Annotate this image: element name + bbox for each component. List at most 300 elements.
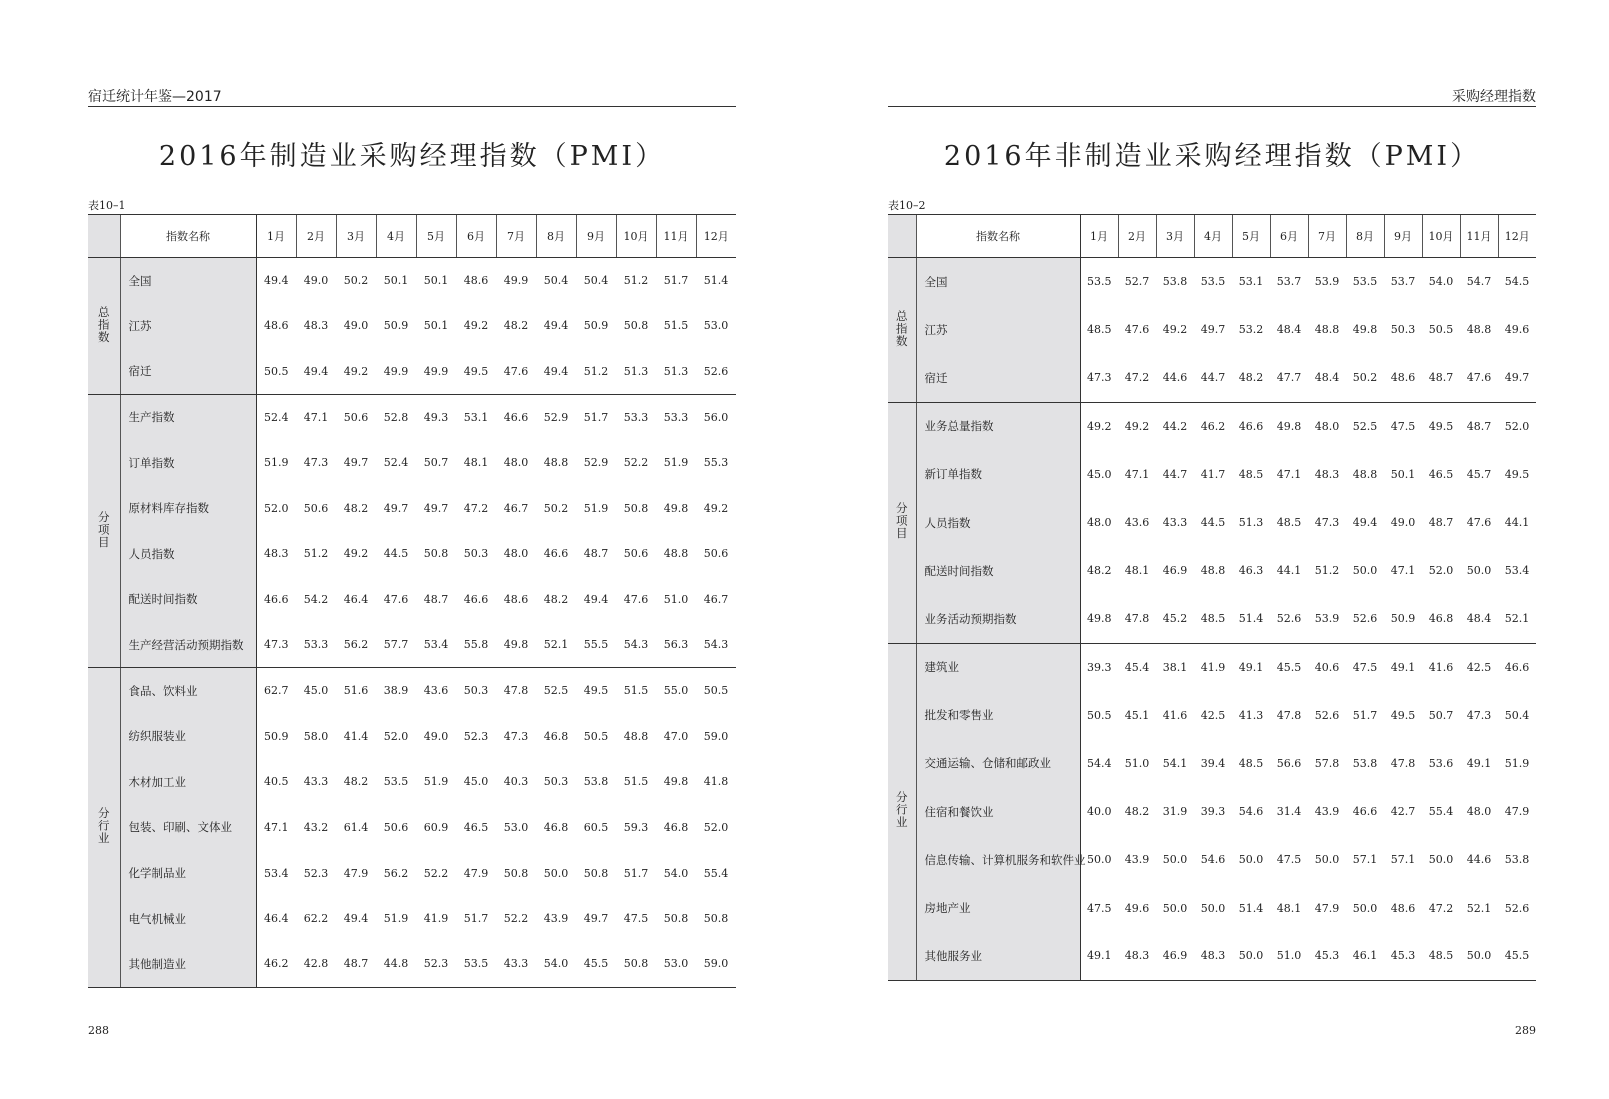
value-cell: 51.2: [623, 274, 649, 288]
value-cell: 45.0: [463, 775, 489, 789]
value-cell: 48.8: [663, 547, 689, 561]
value-cell: 52.0: [383, 729, 409, 743]
value-cell: 48.2: [543, 592, 569, 606]
value-cell: 53.1: [463, 410, 489, 424]
value-cell: 53.6: [1428, 756, 1454, 770]
value-cell: 47.6: [1460, 354, 1498, 402]
value-cell: 49.4: [1352, 516, 1378, 530]
value-cell: 62.2: [303, 912, 329, 926]
value-cell: 54.0: [663, 866, 689, 880]
value-cell: 50.3: [543, 775, 569, 789]
value-cell: 47.6: [1124, 323, 1150, 337]
value-cell: 48.2: [343, 501, 369, 515]
row-name-cell: 食品、饮料业: [120, 668, 256, 714]
value-cell: 49.4: [296, 349, 336, 395]
value-cell: 52.7: [1124, 275, 1150, 289]
value-cell: 51.4: [1232, 595, 1270, 643]
value-cell: 52.8: [383, 410, 409, 424]
value-cell: 52.3: [416, 941, 456, 987]
value-cell: 48.6: [503, 592, 529, 606]
value-cell: 51.3: [1238, 516, 1264, 530]
value-cell: 52.2: [623, 456, 649, 470]
header-month-cell: 5月: [1232, 215, 1270, 258]
value-cell: 57.8: [1314, 756, 1340, 770]
value-cell: 48.5: [1238, 467, 1264, 481]
value-cell: 49.2: [1087, 419, 1112, 433]
value-cell: 47.1: [264, 820, 289, 834]
value-cell: 50.0: [1087, 853, 1112, 867]
value-cell: 47.7: [1270, 354, 1308, 402]
value-cell: 46.9: [1162, 564, 1188, 578]
value-cell: 46.6: [463, 592, 489, 606]
value-cell: 52.6: [696, 349, 736, 395]
header-month-cell: 8月: [536, 215, 576, 258]
table-number: 表10–2: [888, 199, 926, 212]
value-cell: 53.5: [383, 775, 409, 789]
header-month-cell: 3月: [1156, 215, 1194, 258]
value-cell: 48.3: [264, 547, 289, 561]
value-cell: 45.5: [1498, 932, 1536, 980]
value-cell: 49.7: [383, 501, 409, 515]
row-group-label: [888, 643, 916, 980]
value-cell: 51.2: [303, 547, 329, 561]
value-cell: 60.5: [583, 820, 609, 834]
value-cell: 50.0: [1232, 932, 1270, 980]
table-row: [888, 932, 1536, 980]
value-cell: 46.6: [1238, 419, 1264, 433]
value-cell: 59.3: [623, 820, 649, 834]
value-cell: 50.3: [463, 547, 489, 561]
value-cell: 52.4: [264, 410, 289, 424]
value-cell: 50.8: [616, 941, 656, 987]
value-cell: 47.6: [623, 592, 649, 606]
value-cell: 49.7: [423, 501, 449, 515]
value-cell: 54.0: [536, 941, 576, 987]
value-cell: 46.8: [663, 820, 689, 834]
value-cell: 44.2: [1162, 419, 1188, 433]
value-cell: 46.1: [1346, 932, 1384, 980]
value-cell: 55.4: [1428, 805, 1454, 819]
value-cell: 52.6: [1270, 595, 1308, 643]
value-cell: 47.8: [1118, 595, 1156, 643]
value-cell: 46.7: [503, 501, 529, 515]
value-cell: 47.0: [663, 729, 689, 743]
value-cell: 47.9: [343, 866, 369, 880]
value-cell: 51.2: [1314, 564, 1340, 578]
row-name-cell: 江苏: [916, 306, 1080, 354]
table-row: [888, 306, 1536, 354]
value-cell: 50.3: [463, 684, 489, 698]
value-cell: 51.7: [1352, 708, 1378, 722]
table-row: [88, 349, 736, 395]
table-row: [88, 850, 736, 896]
value-cell: 48.1: [1276, 901, 1302, 915]
value-cell: 52.9: [583, 456, 609, 470]
value-cell: 49.8: [663, 501, 689, 515]
value-cell: 50.2: [343, 274, 369, 288]
row-name-cell: 信息传输、计算机服务和软件业: [916, 836, 1080, 884]
header-month-cell: 5月: [416, 215, 456, 258]
value-cell: 56.2: [383, 866, 409, 880]
row-name-cell: 建筑业: [916, 643, 1080, 691]
header-month-cell: 10月: [1422, 215, 1460, 258]
value-cell: 52.6: [1314, 708, 1340, 722]
value-cell: 50.8: [623, 501, 649, 515]
value-cell: 49.5: [1504, 467, 1530, 481]
value-cell: 51.5: [623, 775, 649, 789]
value-cell: 50.5: [703, 684, 729, 698]
value-cell: 44.7: [1162, 467, 1188, 481]
value-cell: 50.5: [256, 349, 296, 395]
value-cell: 41.4: [343, 729, 369, 743]
value-cell: 54.1: [1162, 756, 1188, 770]
table-row: [88, 668, 736, 714]
value-cell: 52.0: [1428, 564, 1454, 578]
value-cell: 50.8: [623, 319, 649, 333]
value-cell: 52.0: [703, 820, 729, 834]
row-name-cell: 化学制品业: [120, 850, 256, 896]
row-name-cell: 木材加工业: [120, 759, 256, 805]
value-cell: 54.2: [303, 592, 329, 606]
value-cell: 48.0: [1314, 419, 1340, 433]
table-row: [88, 303, 736, 349]
value-cell: 44.7: [1194, 354, 1232, 402]
value-cell: 52.5: [543, 684, 569, 698]
running-head-text: 采购经理指数: [1452, 89, 1536, 105]
value-cell: 53.7: [1390, 275, 1416, 289]
value-cell: 50.2: [1346, 354, 1384, 402]
value-cell: 51.9: [264, 456, 289, 470]
value-cell: 49.7: [343, 456, 369, 470]
value-cell: 50.0: [1460, 932, 1498, 980]
value-cell: 46.4: [264, 912, 289, 926]
value-cell: 51.2: [576, 349, 616, 395]
value-cell: 50.1: [423, 319, 449, 333]
value-cell: 47.3: [256, 622, 296, 668]
header-month-cell: 12月: [1498, 215, 1536, 258]
row-name-cell: 配送时间指数: [916, 547, 1080, 595]
running-head: [888, 84, 1536, 107]
row-group-label-text: 分行业: [96, 807, 111, 845]
value-cell: 52.6: [1346, 595, 1384, 643]
value-cell: 52.2: [423, 866, 449, 880]
value-cell: 49.7: [583, 912, 609, 926]
header-month-cell: 2月: [1118, 215, 1156, 258]
value-cell: 50.9: [383, 319, 409, 333]
value-cell: 42.5: [1466, 660, 1492, 674]
header-month-cell: 9月: [576, 215, 616, 258]
value-cell: 54.6: [1200, 853, 1226, 867]
row-name-cell: 宿迁: [916, 354, 1080, 402]
table-row: [88, 577, 736, 623]
value-cell: 53.8: [583, 775, 609, 789]
value-cell: 50.6: [303, 501, 329, 515]
value-cell: 50.0: [1162, 853, 1188, 867]
table-title: 2016年非制造业采购经理指数（PMI）: [943, 141, 1481, 172]
value-cell: 39.3: [1087, 660, 1112, 674]
row-name-cell: 配送时间指数: [120, 577, 256, 623]
value-cell: 49.2: [1162, 323, 1188, 337]
value-cell: 46.3: [1238, 564, 1264, 578]
value-cell: 52.2: [503, 912, 529, 926]
value-cell: 48.3: [1194, 932, 1232, 980]
value-cell: 49.1: [1080, 932, 1118, 980]
value-cell: 48.6: [264, 319, 289, 333]
value-cell: 50.9: [583, 319, 609, 333]
value-cell: 43.2: [303, 820, 329, 834]
row-name-cell: 人员指数: [120, 531, 256, 577]
table-title: 2016年制造业采购经理指数（PMI）: [158, 141, 666, 172]
value-cell: 54.4: [1087, 756, 1112, 770]
value-cell: 47.1: [1276, 467, 1302, 481]
value-cell: 50.8: [503, 866, 529, 880]
value-cell: 48.8: [1200, 564, 1226, 578]
value-cell: 49.0: [1390, 516, 1416, 530]
value-cell: 51.7: [583, 410, 609, 424]
value-cell: 53.1: [1238, 275, 1264, 289]
value-cell: 47.8: [1390, 756, 1416, 770]
value-cell: 56.3: [656, 622, 696, 668]
value-cell: 48.5: [1422, 932, 1460, 980]
value-cell: 49.0: [423, 729, 449, 743]
value-cell: 49.8: [1080, 595, 1118, 643]
right-page: [888, 0, 1536, 1099]
value-cell: 48.6: [1390, 901, 1416, 915]
table-row: [888, 595, 1536, 643]
value-cell: 52.6: [1504, 901, 1530, 915]
value-cell: 48.7: [1466, 419, 1492, 433]
value-cell: 48.8: [1466, 323, 1492, 337]
value-cell: 48.3: [303, 319, 329, 333]
value-cell: 42.7: [1390, 805, 1416, 819]
value-cell: 50.5: [583, 729, 609, 743]
value-cell: 55.4: [703, 866, 729, 880]
row-name-cell: 房地产业: [916, 884, 1080, 932]
row-name-cell: 生产指数: [120, 394, 256, 440]
value-cell: 50.1: [1390, 467, 1416, 481]
value-cell: 49.0: [343, 319, 369, 333]
value-cell: 42.5: [1200, 708, 1226, 722]
value-cell: 45.3: [1308, 932, 1346, 980]
value-cell: 48.4: [1276, 323, 1302, 337]
row-name-cell: 人员指数: [916, 498, 1080, 546]
value-cell: 47.9: [463, 866, 489, 880]
row-name-cell: 批发和零售业: [916, 691, 1080, 739]
value-cell: 54.3: [696, 622, 736, 668]
value-cell: 50.9: [1384, 595, 1422, 643]
value-cell: 46.5: [1428, 467, 1454, 481]
header-month-cell: 9月: [1384, 215, 1422, 258]
value-cell: 46.9: [1156, 932, 1194, 980]
value-cell: 53.3: [296, 622, 336, 668]
value-cell: 49.2: [703, 501, 729, 515]
header-month-cell: 1月: [256, 215, 296, 258]
value-cell: 44.1: [1504, 516, 1530, 530]
value-cell: 47.6: [496, 349, 536, 395]
value-cell: 51.7: [623, 866, 649, 880]
value-cell: 53.4: [264, 866, 289, 880]
row-name-cell: 原材料库存指数: [120, 485, 256, 531]
value-cell: 53.9: [1308, 595, 1346, 643]
value-cell: 47.5: [1087, 901, 1112, 915]
table-row: [888, 402, 1536, 450]
value-cell: 41.3: [1238, 708, 1264, 722]
value-cell: 56.6: [1276, 756, 1302, 770]
table-row: [88, 805, 736, 851]
header-month-cell: 7月: [496, 215, 536, 258]
value-cell: 44.6: [1466, 853, 1492, 867]
value-cell: 51.3: [616, 349, 656, 395]
value-cell: 49.6: [1124, 901, 1150, 915]
table-row: [88, 622, 736, 668]
header-month-cell: 11月: [1460, 215, 1498, 258]
value-cell: 54.5: [1504, 275, 1530, 289]
value-cell: 40.5: [264, 775, 289, 789]
value-cell: 48.8: [543, 456, 569, 470]
value-cell: 52.0: [264, 501, 289, 515]
value-cell: 45.5: [576, 941, 616, 987]
value-cell: 52.1: [536, 622, 576, 668]
value-cell: 51.7: [663, 274, 689, 288]
value-cell: 49.5: [1390, 708, 1416, 722]
page-number: 289: [1515, 1024, 1536, 1037]
table-row: [88, 440, 736, 486]
value-cell: 53.3: [663, 410, 689, 424]
value-cell: 45.4: [1124, 660, 1150, 674]
running-head: [88, 84, 736, 107]
value-cell: 47.6: [383, 592, 409, 606]
value-cell: 53.2: [1238, 323, 1264, 337]
value-cell: 43.3: [303, 775, 329, 789]
value-cell: 50.0: [1428, 853, 1454, 867]
header-month-cell: 10月: [616, 215, 656, 258]
row-name-cell: 业务总量指数: [916, 402, 1080, 450]
value-cell: 52.1: [1466, 901, 1492, 915]
value-cell: 50.7: [1428, 708, 1454, 722]
value-cell: 49.8: [496, 622, 536, 668]
value-cell: 41.7: [1200, 467, 1226, 481]
row-group-label: [888, 258, 916, 403]
value-cell: 44.5: [1200, 516, 1226, 530]
value-cell: 48.0: [503, 456, 529, 470]
value-cell: 59.0: [703, 729, 729, 743]
value-cell: 39.4: [1200, 756, 1226, 770]
value-cell: 40.6: [1314, 660, 1340, 674]
value-cell: 48.2: [1124, 805, 1150, 819]
value-cell: 53.0: [656, 941, 696, 987]
header-month-cell: 8月: [1346, 215, 1384, 258]
value-cell: 42.8: [296, 941, 336, 987]
value-cell: 55.0: [663, 684, 689, 698]
value-cell: 46.2: [256, 941, 296, 987]
value-cell: 43.3: [496, 941, 536, 987]
table-row: [888, 643, 1536, 691]
value-cell: 50.6: [343, 410, 369, 424]
value-cell: 50.0: [1238, 853, 1264, 867]
row-name-cell: 江苏: [120, 303, 256, 349]
value-cell: 47.2: [463, 501, 489, 515]
value-cell: 51.0: [663, 592, 689, 606]
value-cell: 41.6: [1162, 708, 1188, 722]
value-cell: 47.5: [1276, 853, 1302, 867]
value-cell: 57.1: [1352, 853, 1378, 867]
value-cell: 46.2: [1200, 419, 1226, 433]
table-row: [888, 691, 1536, 739]
header-name-cell: 指数名称: [120, 215, 256, 258]
value-cell: 50.0: [1352, 564, 1378, 578]
value-cell: 50.8: [583, 866, 609, 880]
value-cell: 50.8: [663, 912, 689, 926]
table-row: [88, 941, 736, 987]
value-cell: 49.1: [1466, 756, 1492, 770]
value-cell: 39.3: [1200, 805, 1226, 819]
value-cell: 45.2: [1156, 595, 1194, 643]
table-row: [888, 498, 1536, 546]
value-cell: 49.8: [1276, 419, 1302, 433]
value-cell: 46.5: [463, 820, 489, 834]
value-cell: 47.8: [1276, 708, 1302, 722]
value-cell: 48.2: [1087, 564, 1112, 578]
value-cell: 48.4: [1460, 595, 1498, 643]
value-cell: 50.8: [423, 547, 449, 561]
value-cell: 49.2: [463, 319, 489, 333]
value-cell: 49.4: [264, 274, 289, 288]
value-cell: 49.1: [1390, 660, 1416, 674]
value-cell: 48.3: [1314, 467, 1340, 481]
value-cell: 46.8: [1422, 595, 1460, 643]
value-cell: 53.5: [456, 941, 496, 987]
value-cell: 51.6: [343, 684, 369, 698]
row-name-cell: 纺织服装业: [120, 713, 256, 759]
value-cell: 47.9: [1314, 901, 1340, 915]
value-cell: 41.6: [1428, 660, 1454, 674]
row-group-label-text: 分行业: [894, 791, 909, 829]
value-cell: 45.3: [1384, 932, 1422, 980]
value-cell: 50.0: [1314, 853, 1340, 867]
header-name-cell: 指数名称: [916, 215, 1080, 258]
value-cell: 40.0: [1087, 805, 1112, 819]
row-name-cell: 其他制造业: [120, 941, 256, 987]
value-cell: 47.5: [1352, 660, 1378, 674]
value-cell: 50.6: [703, 547, 729, 561]
value-cell: 49.4: [543, 319, 569, 333]
value-cell: 51.9: [423, 775, 449, 789]
value-cell: 48.2: [343, 775, 369, 789]
value-cell: 50.1: [383, 274, 409, 288]
value-cell: 56.2: [336, 622, 376, 668]
value-cell: 46.7: [703, 592, 729, 606]
value-cell: 49.9: [416, 349, 456, 395]
value-cell: 47.5: [623, 912, 649, 926]
value-cell: 47.3: [1080, 354, 1118, 402]
value-cell: 49.2: [336, 349, 376, 395]
value-cell: 48.7: [1422, 354, 1460, 402]
value-cell: 45.7: [1466, 467, 1492, 481]
value-cell: 47.1: [1390, 564, 1416, 578]
value-cell: 50.3: [1390, 323, 1416, 337]
value-cell: 51.0: [1124, 756, 1150, 770]
value-cell: 58.0: [303, 729, 329, 743]
table-row: [888, 547, 1536, 595]
value-cell: 45.0: [303, 684, 329, 698]
left-page: [88, 0, 736, 1099]
value-cell: 60.9: [423, 820, 449, 834]
value-cell: 48.1: [1124, 564, 1150, 578]
value-cell: 52.3: [463, 729, 489, 743]
row-group-label-text: 分项目: [894, 502, 909, 540]
value-cell: 49.2: [343, 547, 369, 561]
value-cell: 31.9: [1162, 805, 1188, 819]
